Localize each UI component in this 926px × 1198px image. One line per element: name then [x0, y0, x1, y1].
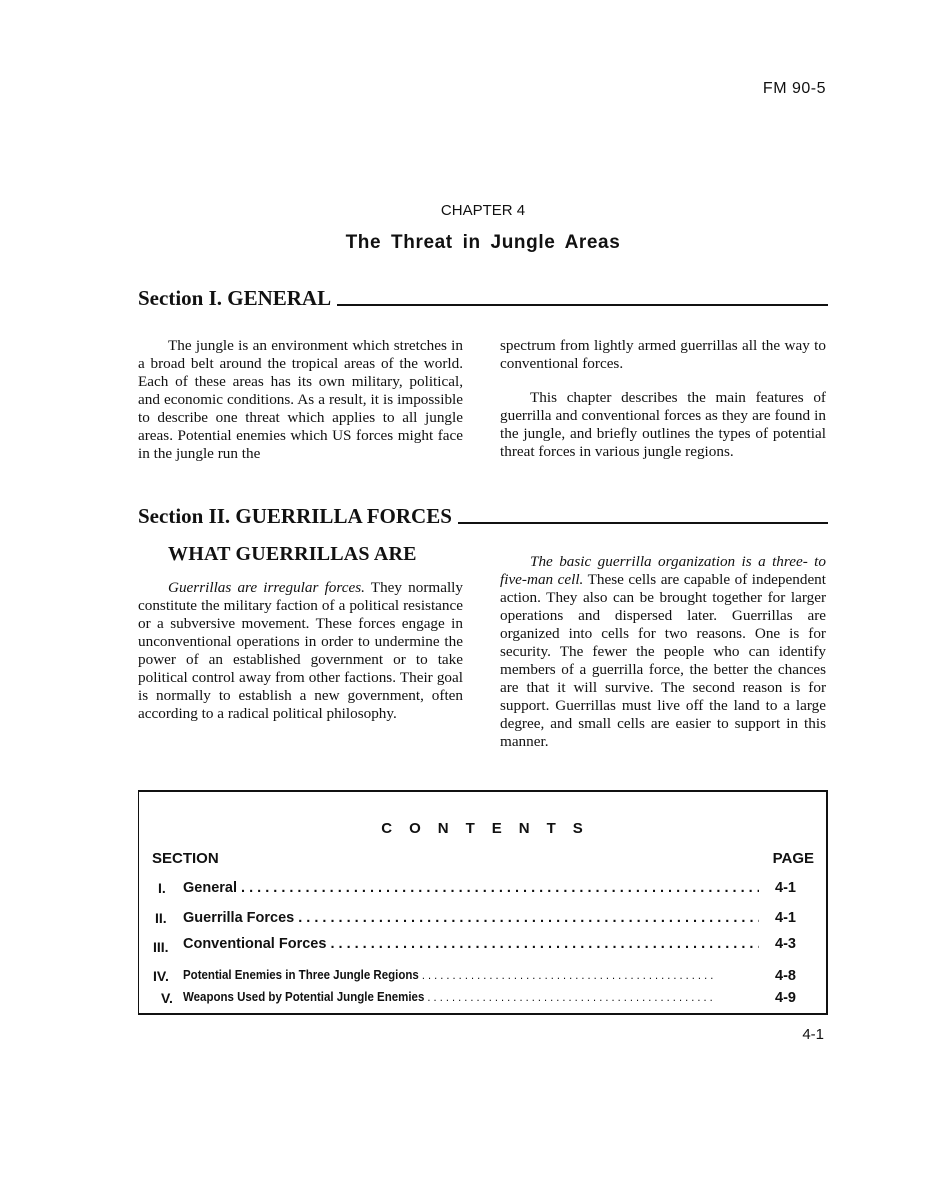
contents-section-header: SECTION: [152, 850, 219, 867]
subheading-what-guerrillas-are: WHAT GUERRILLAS ARE: [168, 543, 417, 565]
section-2-heading: [138, 504, 828, 529]
contents-entry[interactable]: [139, 968, 826, 988]
contents-entry-number: II.: [155, 910, 167, 926]
section-1-right-paragraph-2: This chapter describes the main features of guerrilla and conventional forces as they are found in the jungle, and briefly outlines the types of potential threat forces in various jungle regions.: [500, 389, 826, 460]
chapter-title: The Threat in Jungle Areas: [345, 232, 621, 253]
section-2-left-column: [138, 545, 463, 739]
section-2-right-paragraph: [500, 553, 826, 751]
section-1-heading-text: Section I. GENERAL: [138, 286, 332, 310]
contents-entry-page: 4-3: [775, 936, 796, 952]
section-1-rule: [337, 304, 828, 306]
section-2-heading-text: Section II. GUERRILLA FORCES: [138, 504, 452, 528]
section-2-left-paragraph: [138, 579, 463, 723]
section-2-right-body: These cells are capable of independent action. They also can be brought together for larger operations and dispersed later. Guerrillas are organized into cells for two reasons. One is for security. The fewer the people who can identify members of a guerrilla force, the better the chances are that it will survive. The second reason is for support. Guerrillas must live off the land to a large degree, and small cells are easier to support in this manner.: [500, 571, 826, 750]
contents-entry-label[interactable]: General . . .: [183, 880, 759, 896]
contents-entry-number: IV.: [153, 968, 169, 984]
page-number: 4-1: [802, 1026, 824, 1043]
contents-entry-label[interactable]: Guerrilla Forces . . .: [183, 910, 759, 926]
contents-entry[interactable]: [139, 936, 826, 956]
contents-entry-number: III.: [153, 939, 169, 955]
section-2-rule: [458, 522, 828, 524]
contents-entry-page: 4-1: [775, 910, 796, 926]
document-code: FM 90-5: [762, 80, 826, 97]
section-2-right-italic-lead: The basic guerrilla organization is a three- to five-man cell.: [500, 553, 826, 588]
contents-entry[interactable]: [139, 990, 826, 1010]
chapter-label: CHAPTER 4: [440, 202, 526, 219]
contents-title: CONTENTS: [381, 820, 600, 837]
contents-entry-number: I.: [158, 880, 166, 896]
contents-entry-label[interactable]: Potential Enemies in Three Jungle Regions . . .: [183, 968, 713, 982]
contents-entry[interactable]: [139, 910, 826, 930]
section-1-left-column: [138, 337, 463, 479]
section-1-right-paragraph-1: spectrum from lightly armed guerrillas all the way to conventional forces.: [500, 337, 826, 372]
section-1-heading: [138, 286, 828, 311]
section-2-left-body: They normally constitute the military faction of a political resistance or a subversive movement. These forces engage in unconventional operations in order to undermine the power of an established government or to take political control away from other factions. Their goal is normally to establish a new government, often according to a radical political philosophy.: [138, 579, 463, 722]
section-1-left-paragraph: The jungle is an environment which stretches in a broad belt around the tropical areas of the world. Each of these areas has its own military, political, and economic conditions. As a result, it is impossible to describe one threat which applies to all jungle areas. Potential enemies which US forces might face in the jungle run the: [138, 337, 463, 462]
section-1-right-column: [500, 337, 826, 477]
contents-page-header: PAGE: [772, 850, 814, 867]
contents-entry-page: 4-1: [775, 880, 796, 896]
contents-entry[interactable]: [139, 880, 826, 900]
section-2-right-column: [500, 553, 826, 767]
contents-entry-number: V.: [161, 990, 173, 1006]
contents-entry-page: 4-9: [775, 990, 796, 1006]
contents-box: [138, 790, 828, 1015]
contents-entry-label[interactable]: Conventional Forces . . .: [183, 936, 759, 952]
section-2-left-italic-lead: Guerrillas are irregular forces.: [168, 579, 365, 596]
contents-entry-label[interactable]: Weapons Used by Potential Jungle Enemies . . .: [183, 990, 713, 1004]
contents-entry-page: 4-8: [775, 968, 796, 984]
